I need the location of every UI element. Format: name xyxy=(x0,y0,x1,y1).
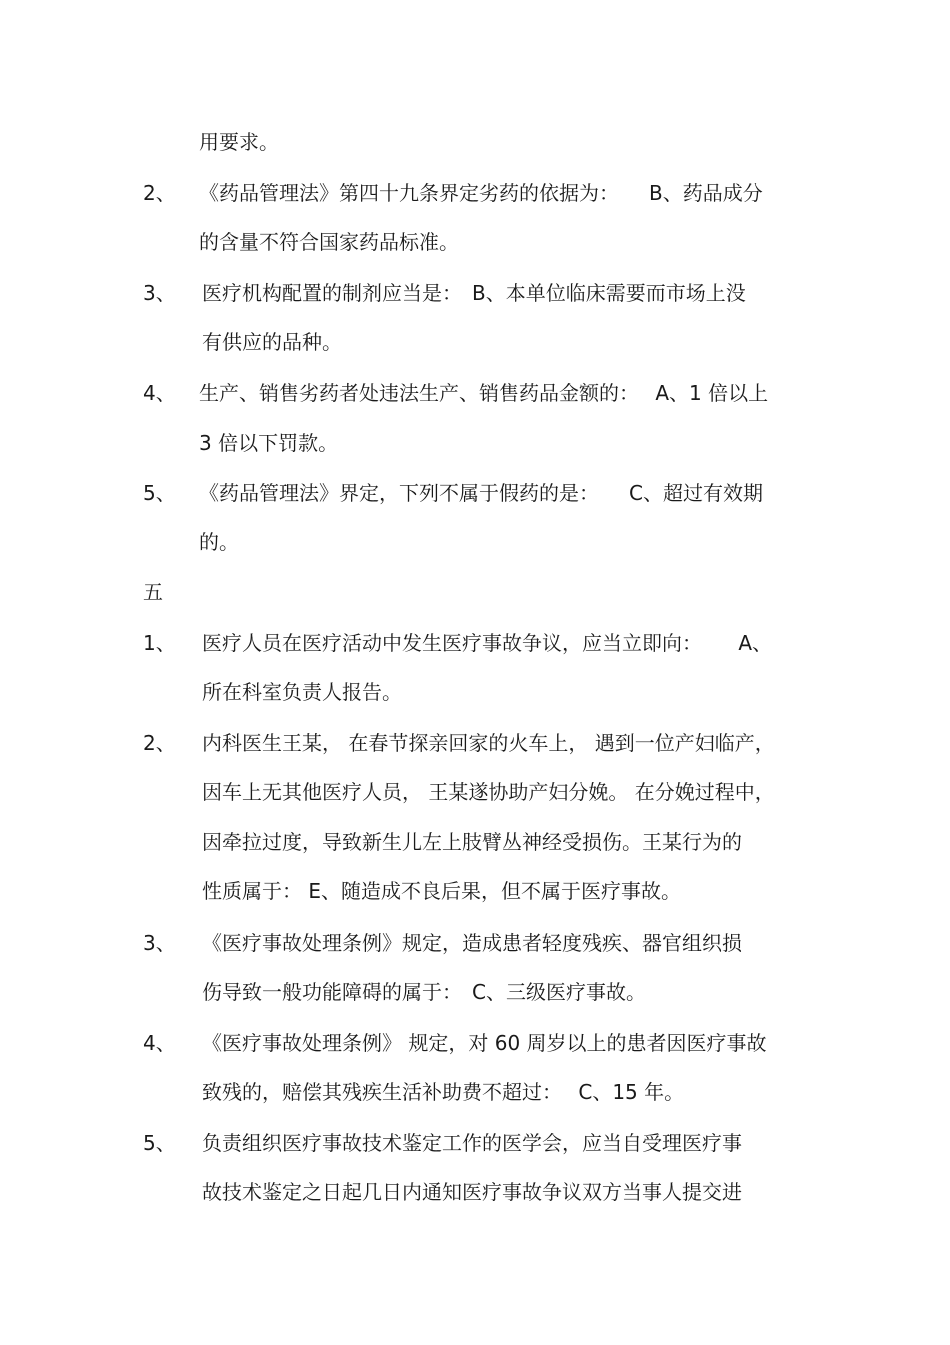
item-number: 4、 xyxy=(143,1031,176,1055)
item-number: 2、 xyxy=(143,731,176,755)
item-line: 因车上无其他医疗人员， 王某遂协助产妇分娩。 在分娩过程中， xyxy=(202,780,775,804)
item-line: 伤导致一般功能障碍的属于： C、三级医疗事故。 xyxy=(202,980,646,1004)
item-line: 《药品管理法》界定，下列不属于假药的是： C、超过有效期 xyxy=(199,481,763,505)
item-line: 负责组织医疗事故技术鉴定工作的医学会，应当自受理医疗事 xyxy=(202,1131,742,1155)
item-number: 4、 xyxy=(143,381,176,405)
item-line: 因牵拉过度，导致新生儿左上肢臂丛神经受损伤。王某行为的 xyxy=(202,830,742,854)
item-number: 5、 xyxy=(143,1131,176,1155)
item-line: 性质属于： E、随造成不良后果，但不属于医疗事故。 xyxy=(202,879,681,903)
item-line: 的含量不符合国家药品标准。 xyxy=(199,230,459,254)
item-number: 5、 xyxy=(143,481,176,505)
item-line: 3 倍以下罚款。 xyxy=(199,431,339,455)
item-line: 《医疗事故处理条例》 规定，对 60 周岁以上的患者因医疗事故 xyxy=(202,1031,767,1055)
item-number: 3、 xyxy=(143,931,176,955)
item-line: 有供应的品种。 xyxy=(202,330,342,354)
item-line: 《医疗事故处理条例》规定，造成患者轻度残疾、器官组织损 xyxy=(202,931,742,955)
item-line: 致残的，赔偿其残疾生活补助费不超过： C、15 年。 xyxy=(202,1080,685,1104)
item-line: 医疗机构配置的制剂应当是： B、本单位临床需要而市场上没 xyxy=(202,281,746,305)
item-line: 《药品管理法》第四十九条界定劣药的依据为： B、药品成分 xyxy=(199,181,763,205)
item-number: 1、 xyxy=(143,631,176,655)
item-line: 生产、销售劣药者处违法生产、销售药品金额的： A、1 倍以上 xyxy=(199,381,769,405)
continuation-line: 用要求。 xyxy=(199,130,279,154)
item-line: 故技术鉴定之日起几日内通知医疗事故争议双方当事人提交进 xyxy=(202,1180,742,1204)
section-heading: 五 xyxy=(143,580,163,604)
item-line: 医疗人员在医疗活动中发生医疗事故争议，应当立即向： A、 xyxy=(202,631,773,655)
item-line: 所在科室负责人报告。 xyxy=(202,680,402,704)
item-line: 的。 xyxy=(199,530,239,554)
item-line: 内科医生王某， 在春节探亲回家的火车上， 遇到一位产妇临产， xyxy=(202,731,775,755)
item-number: 2、 xyxy=(143,181,176,205)
item-number: 3、 xyxy=(143,281,176,305)
